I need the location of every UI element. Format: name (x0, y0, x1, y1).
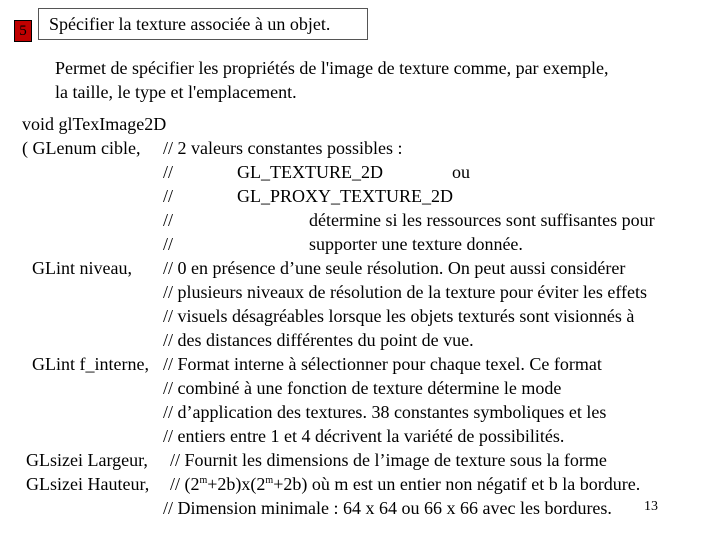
niveau-comment-1: // 0 en présence d’une seule résolution. On peut aussi considérer (163, 258, 626, 278)
function-signature: void glTexImage2D (22, 114, 167, 134)
hauteur-part-b: +2b)x(2 (207, 474, 266, 494)
param-niveau: GLint niveau, (32, 258, 132, 278)
slide-number-badge: 5 (14, 20, 32, 42)
slide-title: Spécifier la texture associée à un objet. (38, 8, 368, 40)
proxy-description-1: détermine si les ressources sont suffisantes pour (309, 210, 655, 230)
const-gl-proxy-texture-2d: GL_PROXY_TEXTURE_2D (237, 186, 453, 206)
comment-prefix: // (163, 210, 174, 230)
hauteur-comment (170, 472, 640, 496)
hauteur-part-a: // (2 (170, 474, 200, 494)
interne-comment-4: // entiers entre 1 et 4 décrivent la variété de possibilités. (163, 426, 565, 446)
param-largeur: GLsizei Largeur, (26, 450, 148, 470)
interne-comment-3: // d’application des textures. 38 constantes symboliques et les (163, 402, 607, 422)
niveau-comment-3: // visuels désagréables lorsque les objets texturés sont visionnés à (163, 306, 635, 326)
word-ou: ou (452, 162, 470, 182)
interne-comment-1: // Format interne à sélectionner pour chaque texel. Ce format (163, 354, 602, 374)
niveau-comment-2: // plusieurs niveaux de résolution de la texture pour éviter les effets (163, 282, 648, 302)
comment-prefix: // (163, 162, 174, 182)
const-gl-texture-2d: GL_TEXTURE_2D (237, 162, 383, 182)
comment-prefix: // (163, 234, 174, 254)
hauteur-exponent-2: m (265, 475, 274, 486)
largeur-comment: // Fournit les dimensions de l’image de texture sous la forme (170, 450, 607, 470)
niveau-comment-4: // des distances différentes du point de vue. (163, 330, 474, 350)
page-number: 13 (644, 499, 658, 514)
hauteur-part-c: +2b) où m est un entier non négatif et b la bordure. (273, 474, 641, 494)
param-hauteur: GLsizei Hauteur, (26, 474, 150, 494)
dimension-minimale-comment: // Dimension minimale : 64 x 64 ou 66 x 66 avec les bordures. (163, 498, 612, 518)
param-f-interne: GLint f_interne, (32, 354, 149, 374)
intro-line-2: la taille, le type et l'emplacement. (55, 82, 297, 102)
interne-comment-2: // combiné à une fonction de texture détermine le mode (163, 378, 562, 398)
hauteur-exponent-1: m (199, 475, 208, 486)
param-cible: ( GLenum cible, (22, 138, 141, 158)
intro-paragraph (55, 56, 609, 104)
intro-line-1: Permet de spécifier les propriétés de l'image de texture comme, par exemple, (55, 58, 609, 78)
comment-cible: // 2 valeurs constantes possibles : (163, 138, 403, 158)
comment-prefix: // (163, 186, 174, 206)
proxy-description-2: supporter une texture donnée. (309, 234, 523, 254)
